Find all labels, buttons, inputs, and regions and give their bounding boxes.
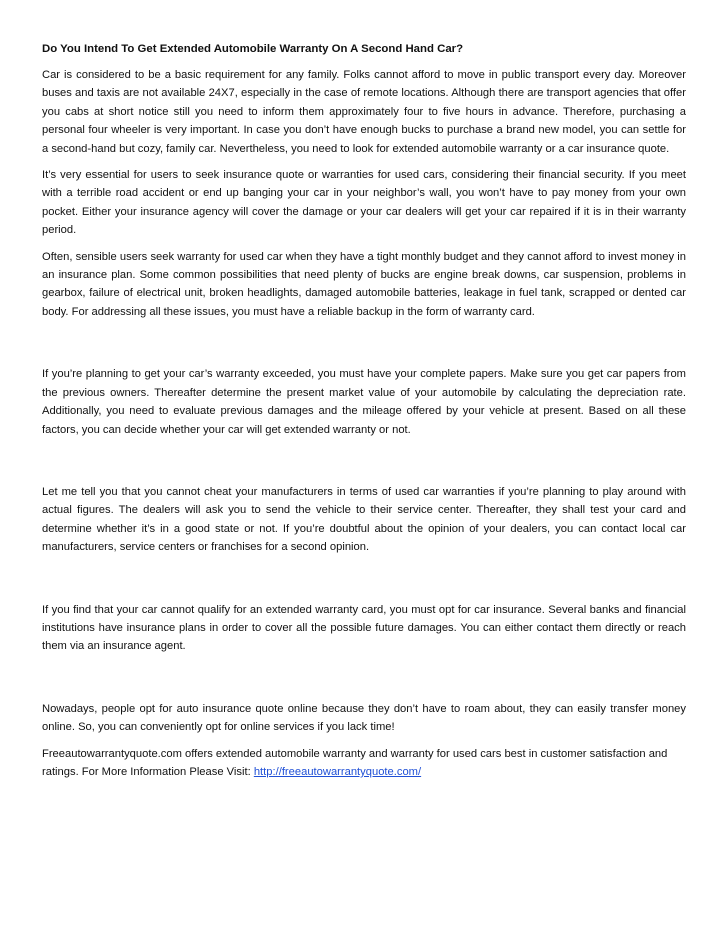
paragraph-financial-security: It’s very essential for users to seek insurance quote or warranties for used cars, considering their financial security. If you meet with a terrible road accident or end up banging your car in your neighbor’s wall, you won’t have to pay money from your own pocket. Either your insurance agency will cover the damage or your car dealers will get your car repaired if it is in their warranty period. [42,169,686,237]
paragraph-closing [42,745,686,782]
website-link[interactable]: http://freeautowarrantyquote.com/ [253,765,422,778]
document-title: Do You Intend To Get Extended Automobile Warranty On A Second Hand Car? [42,43,464,55]
paragraph-papers: If you’re planning to get your car’s warranty exceeded, you must have your complete papers. Make sure you get car papers from the previous owners. Thereafter determine the present market value of your automobile by calculating the depreciation rate. Additionally, you need to evaluate previous damages and the mileage offered by your vehicle at present. Based on all these factors, you can decide whether your car will get extended warranty or not. [42,368,686,436]
document-body [42,40,686,789]
paragraph-dealers: Let me tell you that you cannot cheat your manufacturers in terms of used car warranties if you’re planning to play around with actual figures. The dealers will ask you to send the vehicle to their service center. Thereafter, they shall test your card and determine whether it’s in a good state or not. If you’re doubtful about the opinion of your dealers, you can contact local car manufacturers, service centers or franchises for a second opinion. [42,485,686,554]
closing-text: Freeautowarrantyquote.com offers extended automobile warranty and warranty for used cars best in customer satisfaction and ratings. For More Information Please Visit: [42,747,668,778]
paragraph-common-repairs: Often, sensible users seek warranty for used car when they have a tight monthly budget and they cannot afford to invest money in an insurance plan. Some common possibilities that need plenty of bucks are engine break downs, car suspension, problems in gearbox, failure of electrical unit, broken headlights, damaged automobile batteries, leakage in fuel tank, scrapped or dented car body. For addressing all these issues, you must have a reliable backup in the form of warranty card. [42,250,686,318]
paragraph-intro: Car is considered to be a basic requirement for any family. Folks cannot afford to move in public transport every day. Moreover buses and taxis are not available 24X7, especially in the case of remote locations. Although there are transport agencies that offer you cabs at short notice still you need to inform them approximately four to five hours in advance. Therefore, purchasing a personal four wheeler is very important. In case you don’t have enough bucks to purchase a brand new model, you can settle for a second-hand but cozy, family car. Nevertheless, you need to look for extended automobile warranty or a car insurance quote. [42,69,686,155]
paragraph-insurance: If you find that your car cannot qualify for an extended warranty card, you must opt for car insurance. Several banks and financial institutions have insurance plans in order to cover all the possible future damages. You can either contact them directly or reach them via an insurance agent. [42,603,686,653]
paragraph-online: Nowadays, people opt for auto insurance quote online because they don’t have to roam about, they can easily transfer money online. So, you can conveniently opt for online services if you lack time! [42,702,686,734]
